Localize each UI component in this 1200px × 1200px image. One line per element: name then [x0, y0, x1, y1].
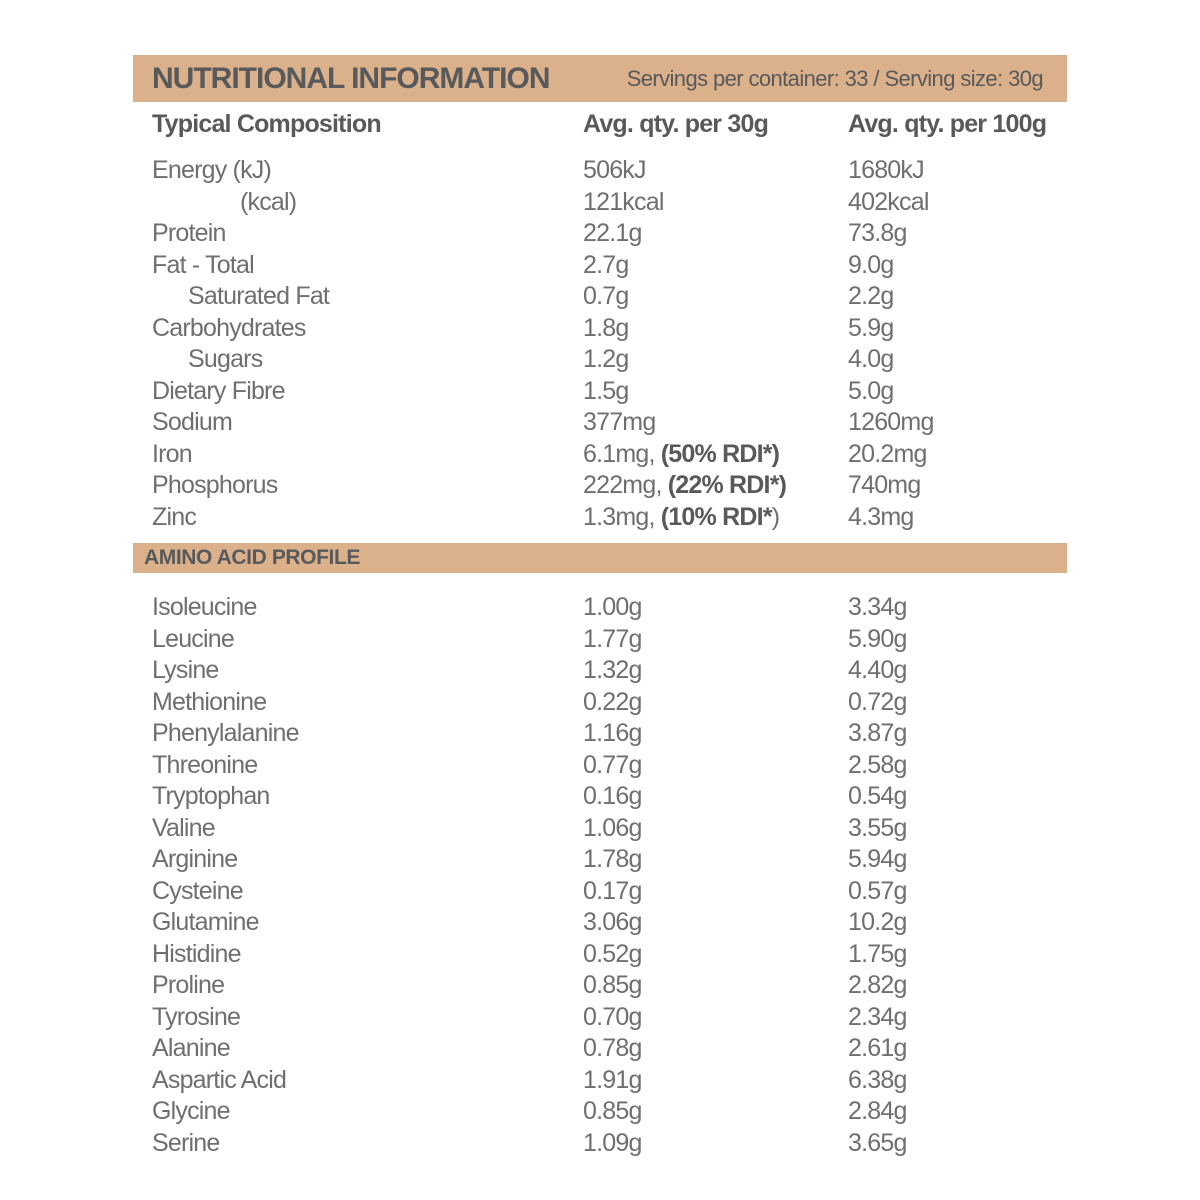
row-label: Phosphorus — [152, 471, 278, 499]
value-per-100g: 5.9g — [848, 313, 894, 342]
value-per-100g: 2.34g — [848, 1002, 907, 1031]
value-per-30g: 1.16g — [583, 719, 642, 747]
table-row — [133, 218, 1067, 250]
value-per-100g: 5.90g — [848, 624, 907, 653]
row-label: Saturated Fat — [188, 282, 330, 310]
value-per-100g: 5.94g — [848, 845, 907, 873]
value-per-30g: 2.7g — [583, 250, 629, 279]
table-row — [133, 592, 1067, 624]
row-label: (kcal) — [240, 187, 297, 216]
row-label: Tyrosine — [152, 1002, 241, 1031]
column-header-per-100g: Avg. qty. per 100g — [848, 110, 1047, 138]
row-label: Sugars — [188, 345, 263, 373]
row-label: Protein — [152, 219, 226, 247]
row-label: Tryptophan — [152, 782, 270, 810]
table-row — [133, 250, 1067, 282]
table-row — [133, 624, 1067, 656]
row-label: Methionine — [152, 687, 267, 716]
table-row — [133, 470, 1067, 502]
table-row — [133, 876, 1067, 908]
value-per-100g: 3.65g — [848, 1128, 907, 1157]
value-per-30g: 0.85g — [583, 971, 642, 999]
row-label: Sodium — [152, 408, 232, 436]
row-label: Cysteine — [152, 876, 243, 905]
value-per-30g: 6.1mg, (50% RDI*) — [583, 439, 780, 468]
value-per-30g: 3.06g — [583, 908, 642, 936]
table-row — [133, 655, 1067, 687]
value-per-30g: 121kcal — [583, 187, 664, 216]
amino-section-title: AMINO ACID PROFILE — [144, 546, 361, 569]
value-per-100g: 4.40g — [848, 656, 907, 684]
rdi-bold-value: (50% RDI*) — [660, 439, 780, 468]
table-row — [133, 1096, 1067, 1128]
column-header-per-30g: Avg. qty. per 30g — [583, 110, 769, 138]
table-row — [133, 407, 1067, 439]
value-per-100g: 4.0g — [848, 345, 894, 373]
table-row — [133, 781, 1067, 813]
row-label: Aspartic Acid — [152, 1065, 287, 1094]
value-per-100g: 1.75g — [848, 939, 907, 968]
value-per-30g: 22.1g — [583, 219, 642, 247]
table-row — [133, 439, 1067, 471]
value-per-100g: 5.0g — [848, 376, 894, 405]
panel-title: NUTRITIONAL INFORMATION — [152, 61, 550, 95]
table-row — [133, 1128, 1067, 1160]
table-row — [133, 1065, 1067, 1097]
value-per-100g: 0.54g — [848, 782, 907, 810]
table-row — [133, 718, 1067, 750]
value-per-30g: 1.77g — [583, 624, 642, 653]
table-row — [133, 502, 1067, 534]
value-per-100g: 0.72g — [848, 687, 907, 716]
value-per-30g: 1.06g — [583, 813, 642, 842]
value-per-30g: 377mg — [583, 408, 656, 436]
value-per-100g: 10.2g — [848, 908, 907, 936]
table-row — [133, 750, 1067, 782]
value-per-30g: 1.8g — [583, 313, 629, 342]
value-per-30g: 0.7g — [583, 282, 629, 310]
row-label: Carbohydrates — [152, 313, 306, 342]
value-per-100g: 2.58g — [848, 750, 907, 779]
column-header-row — [133, 110, 1067, 144]
value-per-30g: 1.09g — [583, 1128, 642, 1157]
value-per-100g: 3.55g — [848, 813, 907, 842]
table-row — [133, 155, 1067, 187]
table-row — [133, 313, 1067, 345]
servings-info: Servings per container: 33 / Serving size: 30g — [626, 65, 1043, 91]
table-row — [133, 1033, 1067, 1065]
row-label: Phenylalanine — [152, 719, 299, 747]
row-label: Glutamine — [152, 908, 259, 936]
value-per-30g: 1.3mg, (10% RDI*) — [583, 502, 780, 531]
amino-acid-header-bar — [133, 543, 1067, 573]
value-per-30g: 0.52g — [583, 939, 642, 968]
value-per-100g: 73.8g — [848, 219, 907, 247]
value-per-30g: 506kJ — [583, 156, 646, 184]
value-per-100g: 2.84g — [848, 1097, 907, 1125]
table-row — [133, 281, 1067, 313]
value-per-30g: 1.2g — [583, 345, 629, 373]
value-per-30g: 0.70g — [583, 1002, 642, 1031]
value-per-100g: 2.61g — [848, 1034, 907, 1062]
table-row — [133, 344, 1067, 376]
row-label: Histidine — [152, 939, 241, 968]
table-row — [133, 1002, 1067, 1034]
row-label: Energy (kJ) — [152, 156, 272, 184]
table-row — [133, 907, 1067, 939]
rdi-bold-value: (22% RDI*) — [667, 471, 787, 499]
table-row — [133, 687, 1067, 719]
value-per-100g: 3.87g — [848, 719, 907, 747]
row-label: Alanine — [152, 1034, 230, 1062]
value-per-100g: 2.82g — [848, 971, 907, 999]
value-per-100g: 2.2g — [848, 282, 894, 310]
value-per-30g: 0.78g — [583, 1034, 642, 1062]
row-label: Threonine — [152, 750, 258, 779]
row-label: Serine — [152, 1128, 220, 1157]
value-per-100g: 9.0g — [848, 250, 894, 279]
rdi-bold-value: (10% RDI* — [660, 502, 772, 531]
row-label: Valine — [152, 813, 215, 842]
value-per-30g: 1.00g — [583, 593, 642, 621]
value-per-30g: 0.22g — [583, 687, 642, 716]
value-per-30g: 0.77g — [583, 750, 642, 779]
value-per-30g: 1.78g — [583, 845, 642, 873]
row-label: Fat - Total — [152, 250, 254, 279]
row-label: Arginine — [152, 845, 238, 873]
value-per-30g: 1.91g — [583, 1065, 642, 1094]
row-label: Isoleucine — [152, 593, 257, 621]
value-per-100g: 1260mg — [848, 408, 934, 436]
column-header-composition: Typical Composition — [152, 110, 381, 138]
table-row — [133, 813, 1067, 845]
value-per-100g: 1680kJ — [848, 156, 924, 184]
value-per-30g: 0.16g — [583, 782, 642, 810]
value-per-100g: 402kcal — [848, 187, 929, 216]
table-row — [133, 844, 1067, 876]
value-per-30g: 0.17g — [583, 876, 642, 905]
row-label: Lysine — [152, 656, 219, 684]
value-per-30g: 1.5g — [583, 376, 629, 405]
row-label: Iron — [152, 439, 192, 468]
row-label: Proline — [152, 971, 225, 999]
value-per-100g: 6.38g — [848, 1065, 907, 1094]
table-row — [133, 939, 1067, 971]
row-label: Dietary Fibre — [152, 376, 285, 405]
value-per-100g: 3.34g — [848, 593, 907, 621]
row-label: Glycine — [152, 1097, 230, 1125]
table-row — [133, 970, 1067, 1002]
value-per-100g: 740mg — [848, 471, 921, 499]
table-row — [133, 187, 1067, 219]
value-per-30g: 1.32g — [583, 656, 642, 684]
nutrition-header-bar — [133, 55, 1067, 102]
value-per-30g: 0.85g — [583, 1097, 642, 1125]
row-label: Zinc — [152, 502, 197, 531]
value-per-30g: 222mg, (22% RDI*) — [583, 471, 787, 499]
value-per-100g: 0.57g — [848, 876, 907, 905]
value-per-100g: 20.2mg — [848, 439, 927, 468]
value-per-100g: 4.3mg — [848, 502, 914, 531]
row-label: Leucine — [152, 624, 234, 653]
amino-acid-table — [133, 592, 1067, 1159]
table-row — [133, 376, 1067, 408]
nutrition-table — [133, 155, 1067, 533]
